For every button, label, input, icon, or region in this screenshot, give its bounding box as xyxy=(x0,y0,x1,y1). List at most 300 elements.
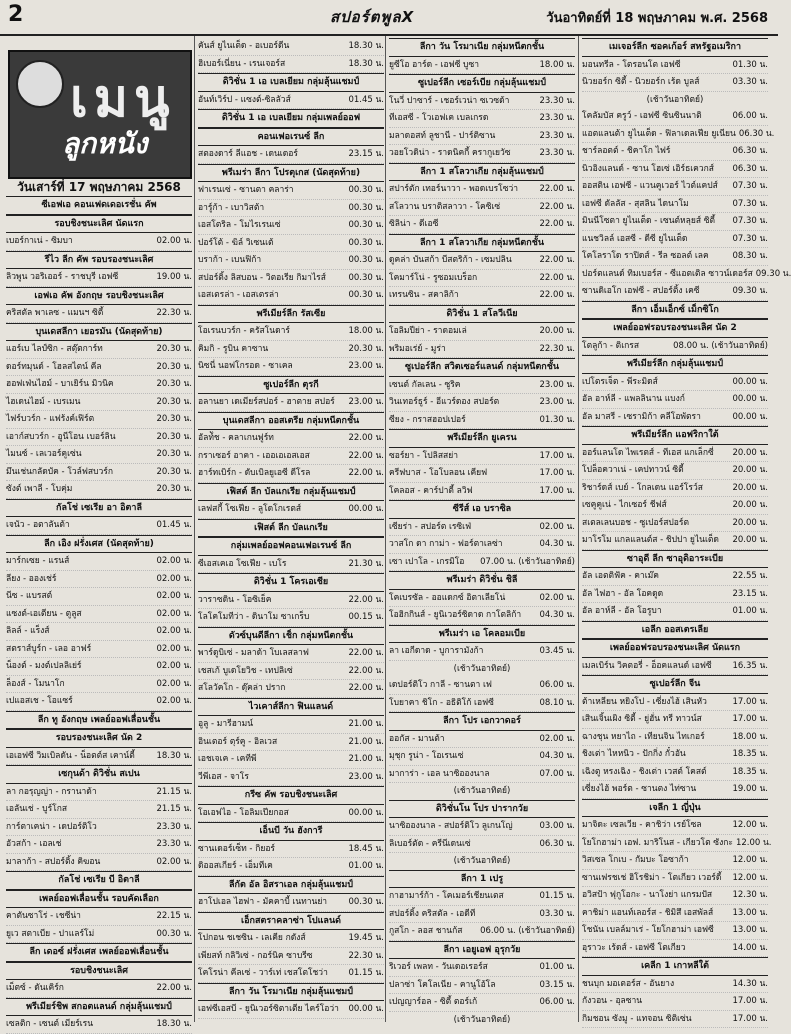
fixture-row xyxy=(582,976,768,994)
fixture-row xyxy=(6,553,192,571)
fixture-row xyxy=(582,480,768,498)
fixture-row xyxy=(389,607,575,625)
kickoff-time: 09.30 น. xyxy=(732,286,768,296)
kickoff-time: 18.30 น. xyxy=(156,1019,192,1029)
fixture-row xyxy=(582,887,768,905)
fixture-row xyxy=(6,517,192,535)
fixture-column-2 xyxy=(198,38,384,1019)
match-teams: โคโรน่า คีลเซ่ - วาร์เท่ เชสโตโชว่า xyxy=(198,968,328,978)
match-teams: ริชาร์ดส์ เบย์ - โกลเดน แอร์โรว์ส xyxy=(582,482,703,493)
fixture-row xyxy=(582,409,768,427)
fixture-row xyxy=(6,1016,192,1034)
kickoff-time: 23.30 น. xyxy=(539,95,575,106)
kickoff-time: 20.30 น. xyxy=(348,343,384,354)
match-teams: เอสเตรล่า - เอสเตรล่า xyxy=(198,290,279,300)
match-teams: อวิสป้า ฟุกูโอกะ - นาโงย่า แกรมปัส xyxy=(582,890,713,900)
fixture-row xyxy=(198,948,384,966)
kickoff-time: 14.00 น. xyxy=(732,942,768,953)
kickoff-time: 02.00 น. xyxy=(539,521,575,532)
football-icon xyxy=(16,60,64,108)
fixture-row xyxy=(198,358,384,376)
league-heading: ลีกา 1 สโลวาเกีย กลุ่มหนีตกชั้น xyxy=(389,234,575,253)
fixture-row xyxy=(6,623,192,641)
kickoff-time: 22.00 น. xyxy=(539,272,575,283)
fixture-row xyxy=(6,376,192,394)
fixture-row xyxy=(389,554,575,572)
kickoff-time: 00.00 น. xyxy=(348,1004,384,1014)
fixture-row xyxy=(582,515,768,533)
fixture-row xyxy=(582,568,768,586)
kickoff-time: 17.00 น. xyxy=(732,714,768,724)
fixture-row xyxy=(582,445,768,463)
column-divider xyxy=(578,36,579,1022)
league-heading: ลีก ทู อังกฤษ เพลย์ออฟเลื่อนชั้น xyxy=(6,711,192,730)
fixture-row xyxy=(582,196,768,214)
match-teams: ฮอฟเฟ่นไฮม์ - บาเยิร์น มิวนิค xyxy=(6,379,114,389)
match-teams: อัล อาห์ลี - อัล โอรูบา xyxy=(582,606,662,616)
match-teams: คาชิม่า แอนท์เลอร์ส - ชิมิสึ เอสพัลส์ xyxy=(582,907,714,918)
kickoff-time: 00.00 น. xyxy=(732,411,768,422)
fixture-row xyxy=(198,394,384,412)
fixture-row xyxy=(198,341,384,359)
fixture-row xyxy=(389,199,575,217)
kickoff-time: 17.00 น. xyxy=(732,996,768,1006)
match-teams: โปกอน ชเชซิน - เลเคีย กดังส์ xyxy=(198,933,306,943)
kickoff-time: 22.00 น. xyxy=(348,594,384,605)
match-teams: แอร์เบ ไลป์ซิก - สตุ๊ตการ์ท xyxy=(6,344,103,354)
match-teams: เปแอสเช - โอแซร์ xyxy=(6,696,73,706)
match-teams: นีซ - แบรสต์ xyxy=(6,591,53,601)
fixture-row xyxy=(389,270,575,288)
match-teams: วีพีเอส - จาโร xyxy=(198,771,249,782)
fixture-row xyxy=(389,677,575,695)
match-teams: วอยโวดิน่า - ราดนิคกี้ ครากูเยวัซ xyxy=(389,148,511,158)
kickoff-time: 01.30 น. xyxy=(539,414,575,425)
kickoff-time: 22.15 น. xyxy=(156,911,192,921)
match-teams: ซังต์ เพาลี - โบคุ่ม xyxy=(6,484,73,494)
league-heading: พรีเมร่า เอ โคลอมเบีย xyxy=(389,625,575,644)
fixture-row xyxy=(582,57,768,75)
league-heading: ดิวิชั่นโน โปร ปารากวัย xyxy=(389,800,575,819)
kickoff-time: 23.00 น. xyxy=(348,361,384,371)
kickoff-time: 22.30 น. xyxy=(539,343,575,354)
kickoff-time: 12.00 น. xyxy=(732,872,768,883)
match-teams: เชสเก้ บูเดโยวิช - เทปลิเซ่ xyxy=(198,665,293,676)
match-teams: นิซนี่ นอฟโกรอด - ซาเคล xyxy=(198,361,293,371)
fixture-row xyxy=(6,801,192,819)
league-heading: เอฟเอ คัพ อังกฤษ รอบชิงชนะเลิศ xyxy=(6,287,192,306)
kickoff-time: 07.30 น. xyxy=(732,233,768,244)
match-teams: มาโรโม แกลแลนต์ส - ชิปปา ยูไนเต็ด xyxy=(582,535,719,545)
kickoff-time: 22.00 น. xyxy=(539,255,575,265)
fixture-row xyxy=(582,940,768,958)
kickoff-time: 03.00 น. xyxy=(539,821,575,831)
match-teams: เทรนซิน - สคาลิก้า xyxy=(389,290,459,300)
kickoff-time: 18.35 น. xyxy=(732,749,768,759)
league-heading: กัลโช่ เซเรีย อา อิตาลี xyxy=(6,499,192,518)
kickoff-time: 23.30 น. xyxy=(539,113,575,123)
match-teams: โคมาร์โน่ - รูซอมเบร็อก xyxy=(389,272,478,283)
match-teams: อัลท์ัช - คลาเกนฟูร์ท xyxy=(198,433,274,443)
match-teams: ฮาร์ทเบิร์ก - ดับเบิลยูเอซี ดีโรล xyxy=(198,468,311,478)
fixture-row xyxy=(389,412,575,430)
kickoff-time: 02.00 น. xyxy=(156,591,192,601)
fixture-row xyxy=(198,465,384,483)
match-teams: คริสตัล พาเลซ - แมนฯ ซิตี้ xyxy=(6,308,104,318)
match-teams: ลิลล์ - แร็งส์ xyxy=(6,626,50,636)
kickoff-time: 18.30 น. xyxy=(348,58,384,69)
league-heading: พรีเมร่า ลีกา โปรตุเกส (นัดสุดท้าย) xyxy=(198,164,384,183)
fixture-row xyxy=(6,394,192,412)
league-heading: พรีเมียร์ลีก แอฟริกาใต้ xyxy=(582,426,768,445)
league-heading: ซูเปอร์ลีก จีน xyxy=(582,675,768,694)
match-teams: ไมนซ์ - เลเวอร์คูเซ่น xyxy=(6,449,82,459)
fixture-row xyxy=(389,590,575,608)
match-teams: ดิออสเกียร์ - เอ็มทีเค xyxy=(198,861,273,871)
match-teams: ล็องส์ - โมนาโก xyxy=(6,678,65,689)
fixture-row xyxy=(582,231,768,249)
league-heading: เฟิสต์ ลีก บัลแกเรีย กลุ่มลุ้นแชมป์ xyxy=(198,483,384,502)
league-heading: กลุ่มเพลย์ออฟคอนเฟอเรนซ์ ลีก xyxy=(198,537,384,556)
fixture-row xyxy=(389,287,575,305)
kickoff-time: 22.00 น. xyxy=(539,219,575,229)
match-teams: อินเตอร์ ตุร์คู - อิลเวส xyxy=(198,736,278,747)
match-teams: มินนีโซตา ยูไนเต็ด - เซนต์หลุยส์ ซิตี้ xyxy=(582,216,716,226)
fixture-row xyxy=(198,200,384,218)
kickoff-time: 04.30 น. xyxy=(539,751,575,761)
menu-banner xyxy=(8,50,192,179)
fixture-row xyxy=(6,658,192,676)
kickoff-time: 23.00 น. xyxy=(348,397,384,407)
match-teams: อูลู - มารีฮามน์ xyxy=(198,719,254,729)
league-heading: ซีเอฟเอ คอนเฟดเดอเรชั่น คัพ xyxy=(6,196,192,215)
match-teams: ชาร์ลอตต์ - ชิคาโก ไฟร์ xyxy=(582,146,671,156)
match-teams: ชนบุก มอเตอร์ส - อันยาง xyxy=(582,978,675,989)
fixture-row xyxy=(389,323,575,341)
fixture-row xyxy=(582,694,768,712)
fixture-row xyxy=(582,338,768,356)
fixture-row xyxy=(198,680,384,698)
match-teams: ซิลิน่า - ดีเอซี xyxy=(389,219,439,229)
fixture-row xyxy=(389,394,575,412)
fixture-row xyxy=(6,305,192,323)
match-teams: กูสโก - ลอส ชานก้ส xyxy=(389,926,463,936)
fixture-row xyxy=(6,411,192,429)
kickoff-time: 03.30 น. xyxy=(539,908,575,919)
fixture-row xyxy=(6,784,192,802)
fixture-row xyxy=(198,592,384,610)
fixture-row xyxy=(6,233,192,251)
kickoff-time: 20.30 น. xyxy=(156,484,192,494)
kickoff-time: 21.00 น. xyxy=(348,736,384,747)
kickoff-time: 00.00 น. xyxy=(348,504,384,514)
column-divider xyxy=(194,36,195,1022)
fixture-row xyxy=(582,835,772,853)
match-teams: ซีเอสเคเอ โซเฟีย - เบโร xyxy=(198,558,287,569)
match-teams: สปาร์ตัก เทอร์นาวา - พอดเบรโซว่า xyxy=(389,184,519,194)
kickoff-time: 23.00 น. xyxy=(539,397,575,407)
kickoff-time: 00.30 น. xyxy=(348,272,384,283)
kickoff-time: 12.00 น. xyxy=(732,855,768,865)
match-teams: ไฟร์บวร์ก - แฟร้งค์เฟิร์ต xyxy=(6,414,95,424)
match-teams: ทีเอสซี - โวเอฟเค เบลเกรด xyxy=(389,113,489,123)
match-teams: ดูคล่า บันสก้า บีสตริก้า - เซมปลิน xyxy=(389,255,512,265)
match-teams: เอลันเช่ - บูร์โกส xyxy=(6,804,68,814)
kickoff-time: 08.30 น. xyxy=(732,251,768,261)
league-heading: บุนเดสลีกา เยอรมัน (นัดสุดท้าย) xyxy=(6,323,192,342)
fixture-row xyxy=(198,252,384,270)
fixture-row xyxy=(389,216,575,234)
time-note: (เช้าวันอาทิตย์) xyxy=(453,663,511,674)
match-teams: ซานดิเอโก เอฟซี - สปอร์ติ้ง เคซี xyxy=(582,286,700,296)
time-note: (เช้าวันอาทิตย์) xyxy=(646,94,704,105)
fixture-row xyxy=(389,110,575,128)
kickoff-time: 03.30 น. xyxy=(732,77,768,87)
match-teams: ลา กอรุญญ่า - กรานาด้า xyxy=(6,786,97,797)
league-heading: ลีกา วัน โรมาเนีย กลุ่มหนีตกชั้น xyxy=(389,38,575,57)
league-heading: รอบชิงชนะเลิศ นัดแรก xyxy=(6,215,192,234)
kickoff-time: 23.15 น. xyxy=(348,149,384,159)
kickoff-time: 02.00 น. xyxy=(156,236,192,246)
fixture-row xyxy=(198,270,384,288)
fixture-row xyxy=(6,854,192,872)
kickoff-time: 20.00 น. xyxy=(732,482,768,493)
fixture-row xyxy=(198,930,384,948)
kickoff-time: 19.00 น. xyxy=(156,272,192,282)
match-teams: คันส์ ยูไนเต็ด - อเบอร์ดีน xyxy=(198,41,290,51)
match-teams: โอเอฟไอ - โอลิมเปียกอส xyxy=(198,807,289,818)
match-teams: โคโลราโด ราปิดส์ - รีล ซอลต์ เลค xyxy=(582,251,709,261)
banner-subtitle: ลูกหนัง xyxy=(62,127,148,160)
kickoff-time: 07.00 น. xyxy=(539,768,575,779)
kickoff-time: 00.30 น. xyxy=(348,220,384,230)
kickoff-time: 19.00 น. xyxy=(732,784,768,794)
kickoff-time: 22.00 น. xyxy=(539,290,575,300)
match-teams: ฮิเบอร์เนี่ยน - เรนเจอร์ส xyxy=(198,58,286,69)
kickoff-time: 07.30 น. xyxy=(732,181,768,191)
fixture-row xyxy=(582,248,768,266)
kickoff-time: 17.00 น. xyxy=(539,450,575,461)
match-teams: เอชเจเค - เคทีพี xyxy=(198,754,257,764)
match-teams: เอฟซี ดัลลัส - สุสลิน ไดนาโม xyxy=(582,198,689,209)
page-header xyxy=(0,0,778,36)
league-heading: รอบชิงชนะเลิศ xyxy=(6,962,192,981)
fixture-column-4 xyxy=(582,38,791,1028)
fixture-row xyxy=(582,764,768,782)
kickoff-time: 00.30 น. xyxy=(348,255,384,265)
kickoff-time: 08.00 น. (เช้าวันอาทิตย์) xyxy=(673,340,768,351)
kickoff-time: 06.30 น. xyxy=(732,163,768,174)
fixture-row xyxy=(389,836,575,854)
match-teams: เซา เปาโล - เกรมิโอ xyxy=(389,556,465,567)
kickoff-time: 06.30 น. xyxy=(539,838,575,849)
match-teams: โยโกฮาม่า เอฟ. มาริโนส - เกียวโต ซังกะ xyxy=(582,837,733,848)
match-teams: เซี่ยงไฮ้ พอร์ต - ซานตง ไท่ซาน xyxy=(582,784,697,794)
kickoff-time: 22.00 น. xyxy=(348,450,384,461)
kickoff-time: 06.00 น. xyxy=(539,997,575,1007)
kickoff-time: 22.00 น. xyxy=(156,983,192,993)
time-note: (เช้าวันอาทิตย์) xyxy=(453,1014,511,1025)
league-heading: ซีรีส์ เอ บราซิล xyxy=(389,500,575,519)
league-heading: ดิวิชั่น 1 สโลวีเนีย xyxy=(389,305,575,324)
league-heading: เคลีก 1 เกาหลีใต้ xyxy=(582,957,768,976)
match-teams: ดอร์ทมุนด์ - โฮลสไตน์ คีล xyxy=(6,361,102,372)
match-teams: ลียง - อองเช่ร์ xyxy=(6,573,57,584)
fixture-row xyxy=(198,734,384,752)
fixture-row xyxy=(389,519,575,537)
match-teams: ปอร์โต้ - ฆิล์ วิเซนเต้ xyxy=(198,237,274,248)
match-teams: สเตลเลนบอช - ซูเปอร์สปอร์ต xyxy=(582,517,690,528)
fixture-row xyxy=(582,283,768,301)
league-heading: เซกุนด้า ดิวิชั่น สเปน xyxy=(6,765,192,784)
kickoff-time: 20.30 น. xyxy=(156,449,192,459)
fixture-row xyxy=(198,645,384,663)
kickoff-time: 23.00 น. xyxy=(348,771,384,782)
fixture-row xyxy=(582,178,768,196)
league-heading: ดิวิชั่น 1 โครเอเชีย xyxy=(198,573,384,592)
kickoff-time: 02.00 น. xyxy=(156,661,192,671)
match-teams: เอสโตริล - โมไรเรนเซ่ xyxy=(198,220,281,230)
kickoff-time: 18.30 น. xyxy=(348,41,384,51)
column-divider xyxy=(385,36,386,1022)
fixture-row xyxy=(6,748,192,766)
league-heading: เฟิสต์ ลีก บัลแกเรีย xyxy=(198,519,384,538)
league-heading: ซูเปอร์ลีก ตุรกี xyxy=(198,376,384,395)
fixture-row xyxy=(389,341,575,359)
kickoff-time: 18.00 น. xyxy=(348,326,384,336)
kickoff-time: 23.30 น. xyxy=(156,821,192,832)
kickoff-time: 00.30 น. xyxy=(348,897,384,907)
kickoff-time: 17.00 น. xyxy=(539,468,575,478)
fixture-row xyxy=(582,74,768,92)
match-teams: เปโตรเจ็ต - พีระมิดส์ xyxy=(582,376,658,387)
fixture-row xyxy=(389,377,575,395)
kickoff-time: 02.00 น. xyxy=(156,696,192,706)
fixture-row xyxy=(389,994,575,1012)
league-heading: ไวเคาส์ลีกา ฟินแลนด์ xyxy=(198,698,384,717)
fixture-row xyxy=(389,181,575,199)
match-teams: สตราส์บูร์ก - เลอ อาฟร์ xyxy=(6,643,92,654)
league-heading: เจลีก 1 ญี่ปุ่น xyxy=(582,799,768,818)
match-teams: เบอร์กาเน่ - ซิมบา xyxy=(6,236,73,246)
fixture-row xyxy=(389,57,575,75)
match-teams: คาตันซาโร่ - เชซีน่า xyxy=(6,911,81,921)
fixture-row xyxy=(389,465,575,483)
fixture-row xyxy=(6,819,192,837)
fixture-row xyxy=(6,606,192,624)
match-teams: กังวอน - อุลซาน xyxy=(582,996,643,1006)
header-date: วันอาทิตย์ที่ 18 พฤษภาคม พ.ศ. 2568 xyxy=(546,11,768,26)
match-teams: ซานเดอร์เซ็ท - กิยอร์ xyxy=(198,843,275,854)
fixture-row xyxy=(582,126,775,144)
fixture-row xyxy=(198,501,384,519)
match-teams: สปอร์ติ้ง คริสตัล - เอดีที xyxy=(389,908,476,919)
kickoff-time: 04.30 น. xyxy=(539,539,575,549)
league-heading: กรีซ คัพ รอบชิงชนะเลิศ xyxy=(198,786,384,805)
fixture-row xyxy=(198,716,384,734)
kickoff-time: 22.00 น. xyxy=(348,468,384,478)
match-teams: นาซิอองนาล - สปอร์ติโว ลูเกนโญ่ xyxy=(389,821,513,831)
fixture-row xyxy=(582,817,768,835)
fixture-row xyxy=(6,571,192,589)
match-teams: สตองดาร์ ลีแอช - เดนเดอร์ xyxy=(198,149,298,159)
fixture-row xyxy=(198,430,384,448)
kickoff-time: 12.00 น. xyxy=(732,820,768,830)
fixture-row xyxy=(198,448,384,466)
league-heading: ลีกา 1 สโลวาเกีย กลุ่มลุ้นแชมป์ xyxy=(389,163,575,182)
match-teams: กราเซอร์ อาคา - เออเอเอสเอส xyxy=(198,450,310,461)
match-teams: เดปอร์ติโว กาลี - ซานตา เฟ xyxy=(389,680,492,690)
kickoff-time: 00.00 น. xyxy=(348,807,384,818)
fixture-row xyxy=(582,161,768,179)
fixture-row xyxy=(198,751,384,769)
league-heading: เพลย์ออฟรอบรองชนะเลิศ นัด 2 xyxy=(582,319,768,338)
fixture-row xyxy=(198,38,384,56)
match-teams: ออร์แลนโด ไพเรตส์ - ทีเอส แกเล็กซี่ xyxy=(582,447,714,458)
fixture-row xyxy=(198,235,384,253)
match-teams: อัล มาสรี - เซรามิก้า คลีโอพัตรา xyxy=(582,411,701,422)
fixture-row xyxy=(389,695,575,713)
fixture-row xyxy=(582,108,768,126)
fixture-row xyxy=(582,586,768,604)
match-teams: เฉิงตู หรงเฉิง - ชิงเต่า เวสต์ โคสต์ xyxy=(582,766,707,777)
column-date: วันเสาร์ที่ 17 พฤษภาคม 2568 xyxy=(17,180,181,194)
kickoff-time: 22.00 น. xyxy=(348,433,384,443)
kickoff-time: 18.30 น. xyxy=(156,750,192,761)
match-teams: เสินเจิ้นเผิง ซิตี้ - ยู่ฮั่น ทรี ทาวน์ส xyxy=(582,714,702,724)
kickoff-time: 16.35 น. xyxy=(732,660,768,671)
fixture-row xyxy=(582,870,768,888)
match-teams: วินเทอร์ธูร์ - อีแวร์ดอง สปอร์ต xyxy=(389,397,500,407)
kickoff-time: 01.30 น. xyxy=(732,59,768,70)
kickoff-time: 18.00 น. xyxy=(539,59,575,70)
league-heading: ลีก เดอซ์ ฝรั่งเศส เพลย์ออฟเลื่อนชั้น xyxy=(6,943,192,962)
fixture-row xyxy=(6,446,192,464)
fixture-row xyxy=(389,536,575,554)
match-teams: วิสเซล โกเบ - กัมบะ โอซาก้า xyxy=(582,855,689,865)
fixture-row xyxy=(198,92,384,110)
kickoff-time: 22.30 น. xyxy=(156,308,192,318)
fixture-row xyxy=(198,894,384,912)
match-teams: พริมอเร่ย์ - มูร่า xyxy=(389,343,446,354)
kickoff-time: 22.00 น. xyxy=(348,683,384,693)
kickoff-time: 17.00 น. xyxy=(539,485,575,496)
match-teams: นิวยอร์ก ซิตี้ - นิวยอร์ก เร้ด บูลส์ xyxy=(582,77,700,87)
match-teams: ออกัส - มานต้า xyxy=(389,733,445,744)
match-teams: สโลวาน บราติสลาวา - โคซิเซ่ xyxy=(389,201,501,212)
kickoff-time: 00.30 น. xyxy=(348,185,384,195)
kickoff-time: 02.00 น. xyxy=(539,592,575,603)
league-heading: บุนเดสลีกา ออสเตรีย กลุ่มหนีตกชั้น xyxy=(198,412,384,431)
fixture-row xyxy=(389,731,575,749)
fixture-row xyxy=(582,213,768,231)
kickoff-time: 20.30 น. xyxy=(156,396,192,407)
kickoff-time: 00.30 น. xyxy=(156,928,192,939)
fixture-row xyxy=(6,429,192,447)
match-teams: มลาดอสท์ ลูชานี - ปาร์ติซาน xyxy=(389,130,496,141)
match-teams: โปล็อควาเน่ - เคปทาวน์ ซิตี้ xyxy=(582,465,684,475)
kickoff-time: 00.00 น. xyxy=(732,394,768,404)
match-teams: มุชุก รูน่า - โอเรนเซ่ xyxy=(389,751,464,761)
kickoff-time: 20.00 น. xyxy=(732,517,768,528)
fixture-row xyxy=(389,643,575,661)
fixture-row xyxy=(389,93,575,111)
fixture-row xyxy=(389,923,575,941)
league-heading: ลีก เอิง ฝรั่งเศส (นัดสุดท้าย) xyxy=(6,535,192,554)
kickoff-time: 07.00 น. (เช้าวันอาทิตย์) xyxy=(480,556,575,567)
fixture-row xyxy=(198,663,384,681)
league-heading: พรีเมียร์ลีก รัสเซีย xyxy=(198,305,384,324)
